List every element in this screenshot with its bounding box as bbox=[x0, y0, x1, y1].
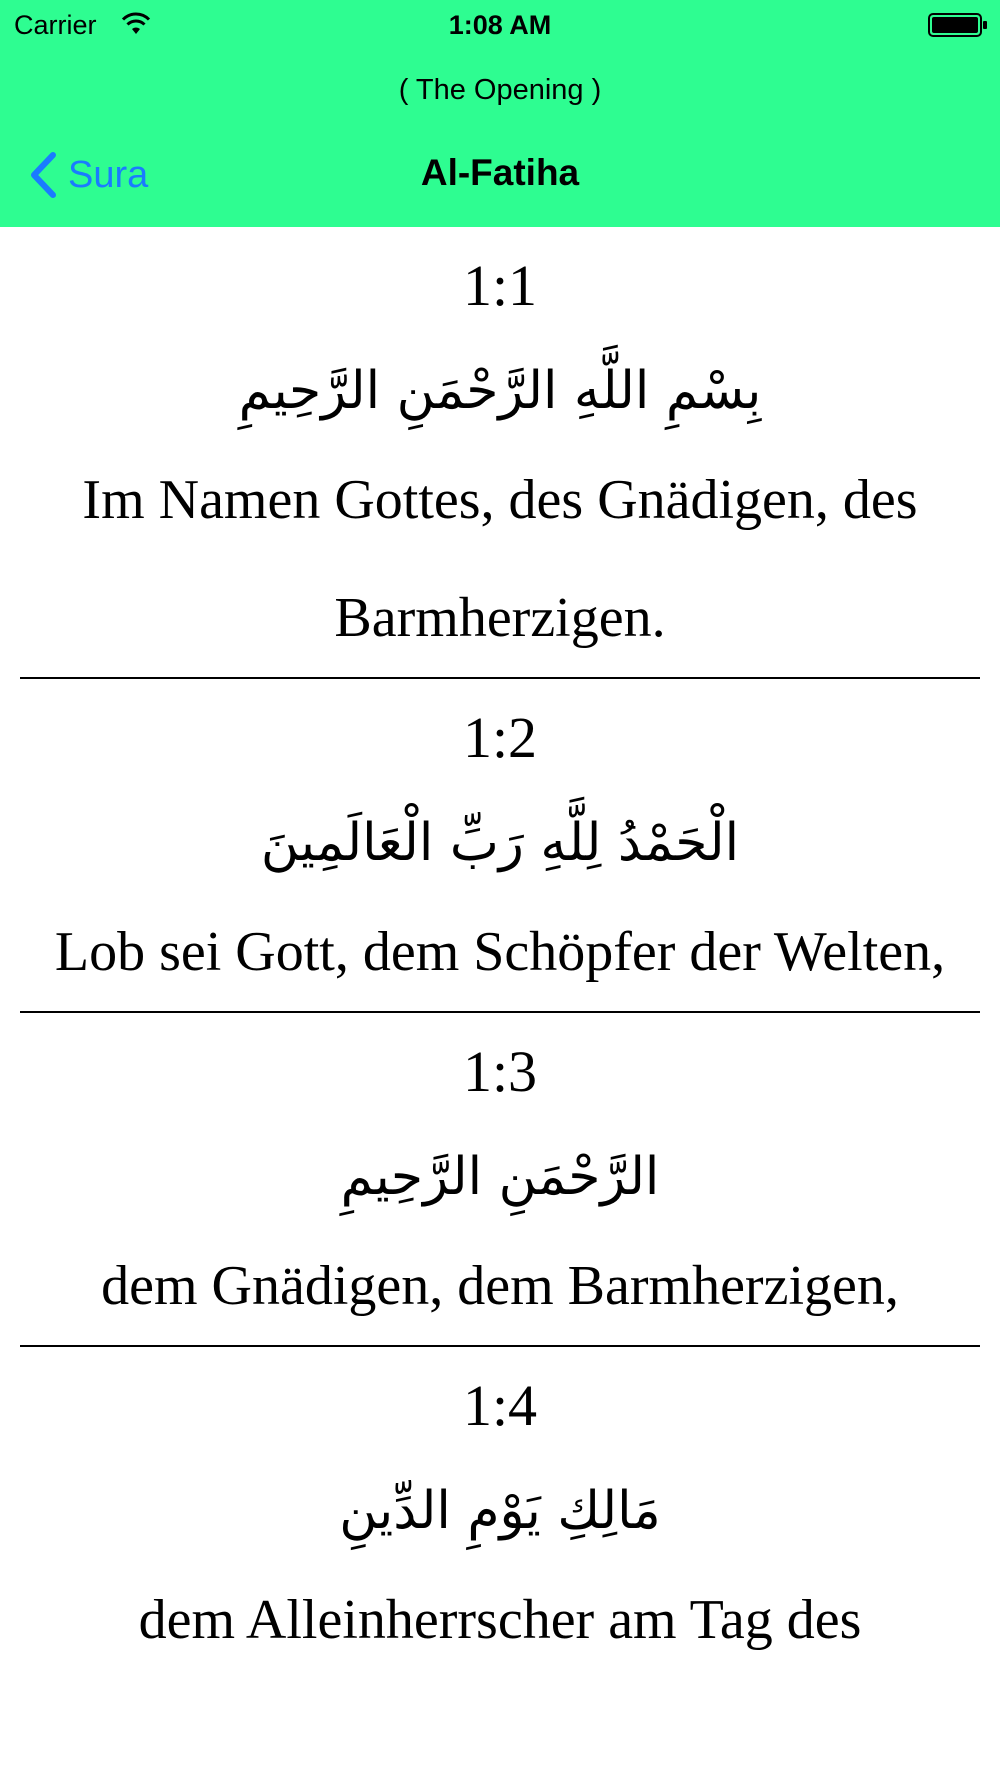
verse-number: 1:4 bbox=[462, 1373, 538, 1438]
verse-translation: Lob sei Gott, dem Schöpfer der Welten, bbox=[54, 921, 946, 983]
navigation-header bbox=[0, 0, 1000, 227]
page-title: Al-Fatiha bbox=[420, 152, 580, 193]
status-bar bbox=[0, 0, 1000, 50]
verse-arabic-text: بِسْمِ اللَّهِ الرَّحْمَنِ الرَّحِيمِ bbox=[238, 361, 762, 421]
back-button-label: Sura bbox=[68, 153, 149, 196]
verse-translation: Im Namen Gottes, des Gnädigen, des Barmherzigen. bbox=[82, 469, 918, 649]
verse-translation: dem Gnädigen, dem Barmherzigen, bbox=[101, 1255, 899, 1317]
verse-number: 1:3 bbox=[462, 1039, 538, 1104]
nav-row bbox=[0, 150, 1000, 200]
chevron-left-icon bbox=[26, 150, 60, 200]
sura-subtitle: ( The Opening ) bbox=[398, 74, 602, 106]
status-time: 1:08 AM bbox=[448, 10, 552, 40]
verse-list[interactable] bbox=[0, 227, 1000, 1679]
back-button[interactable] bbox=[26, 150, 148, 200]
verse-arabic-text: مَالِكِ يَوْمِ الدِّينِ bbox=[339, 1481, 661, 1541]
verse-row[interactable] bbox=[0, 679, 1000, 1013]
verse-arabic-text: الْحَمْدُ لِلَّهِ رَبِّ الْعَالَمِينَ bbox=[260, 813, 740, 873]
verse-number: 1:2 bbox=[462, 705, 538, 770]
carrier-label: Carrier bbox=[14, 10, 97, 40]
verse-arabic-text: الرَّحْمَنِ الرَّحِيمِ bbox=[340, 1147, 660, 1207]
verse-row[interactable] bbox=[0, 1347, 1000, 1679]
verse-row[interactable] bbox=[0, 227, 1000, 679]
battery-icon bbox=[928, 13, 988, 37]
verse-number: 1:1 bbox=[462, 253, 538, 318]
verse-row[interactable] bbox=[0, 1013, 1000, 1347]
verse-translation: dem Alleinherrscher am Tag des bbox=[138, 1589, 862, 1651]
